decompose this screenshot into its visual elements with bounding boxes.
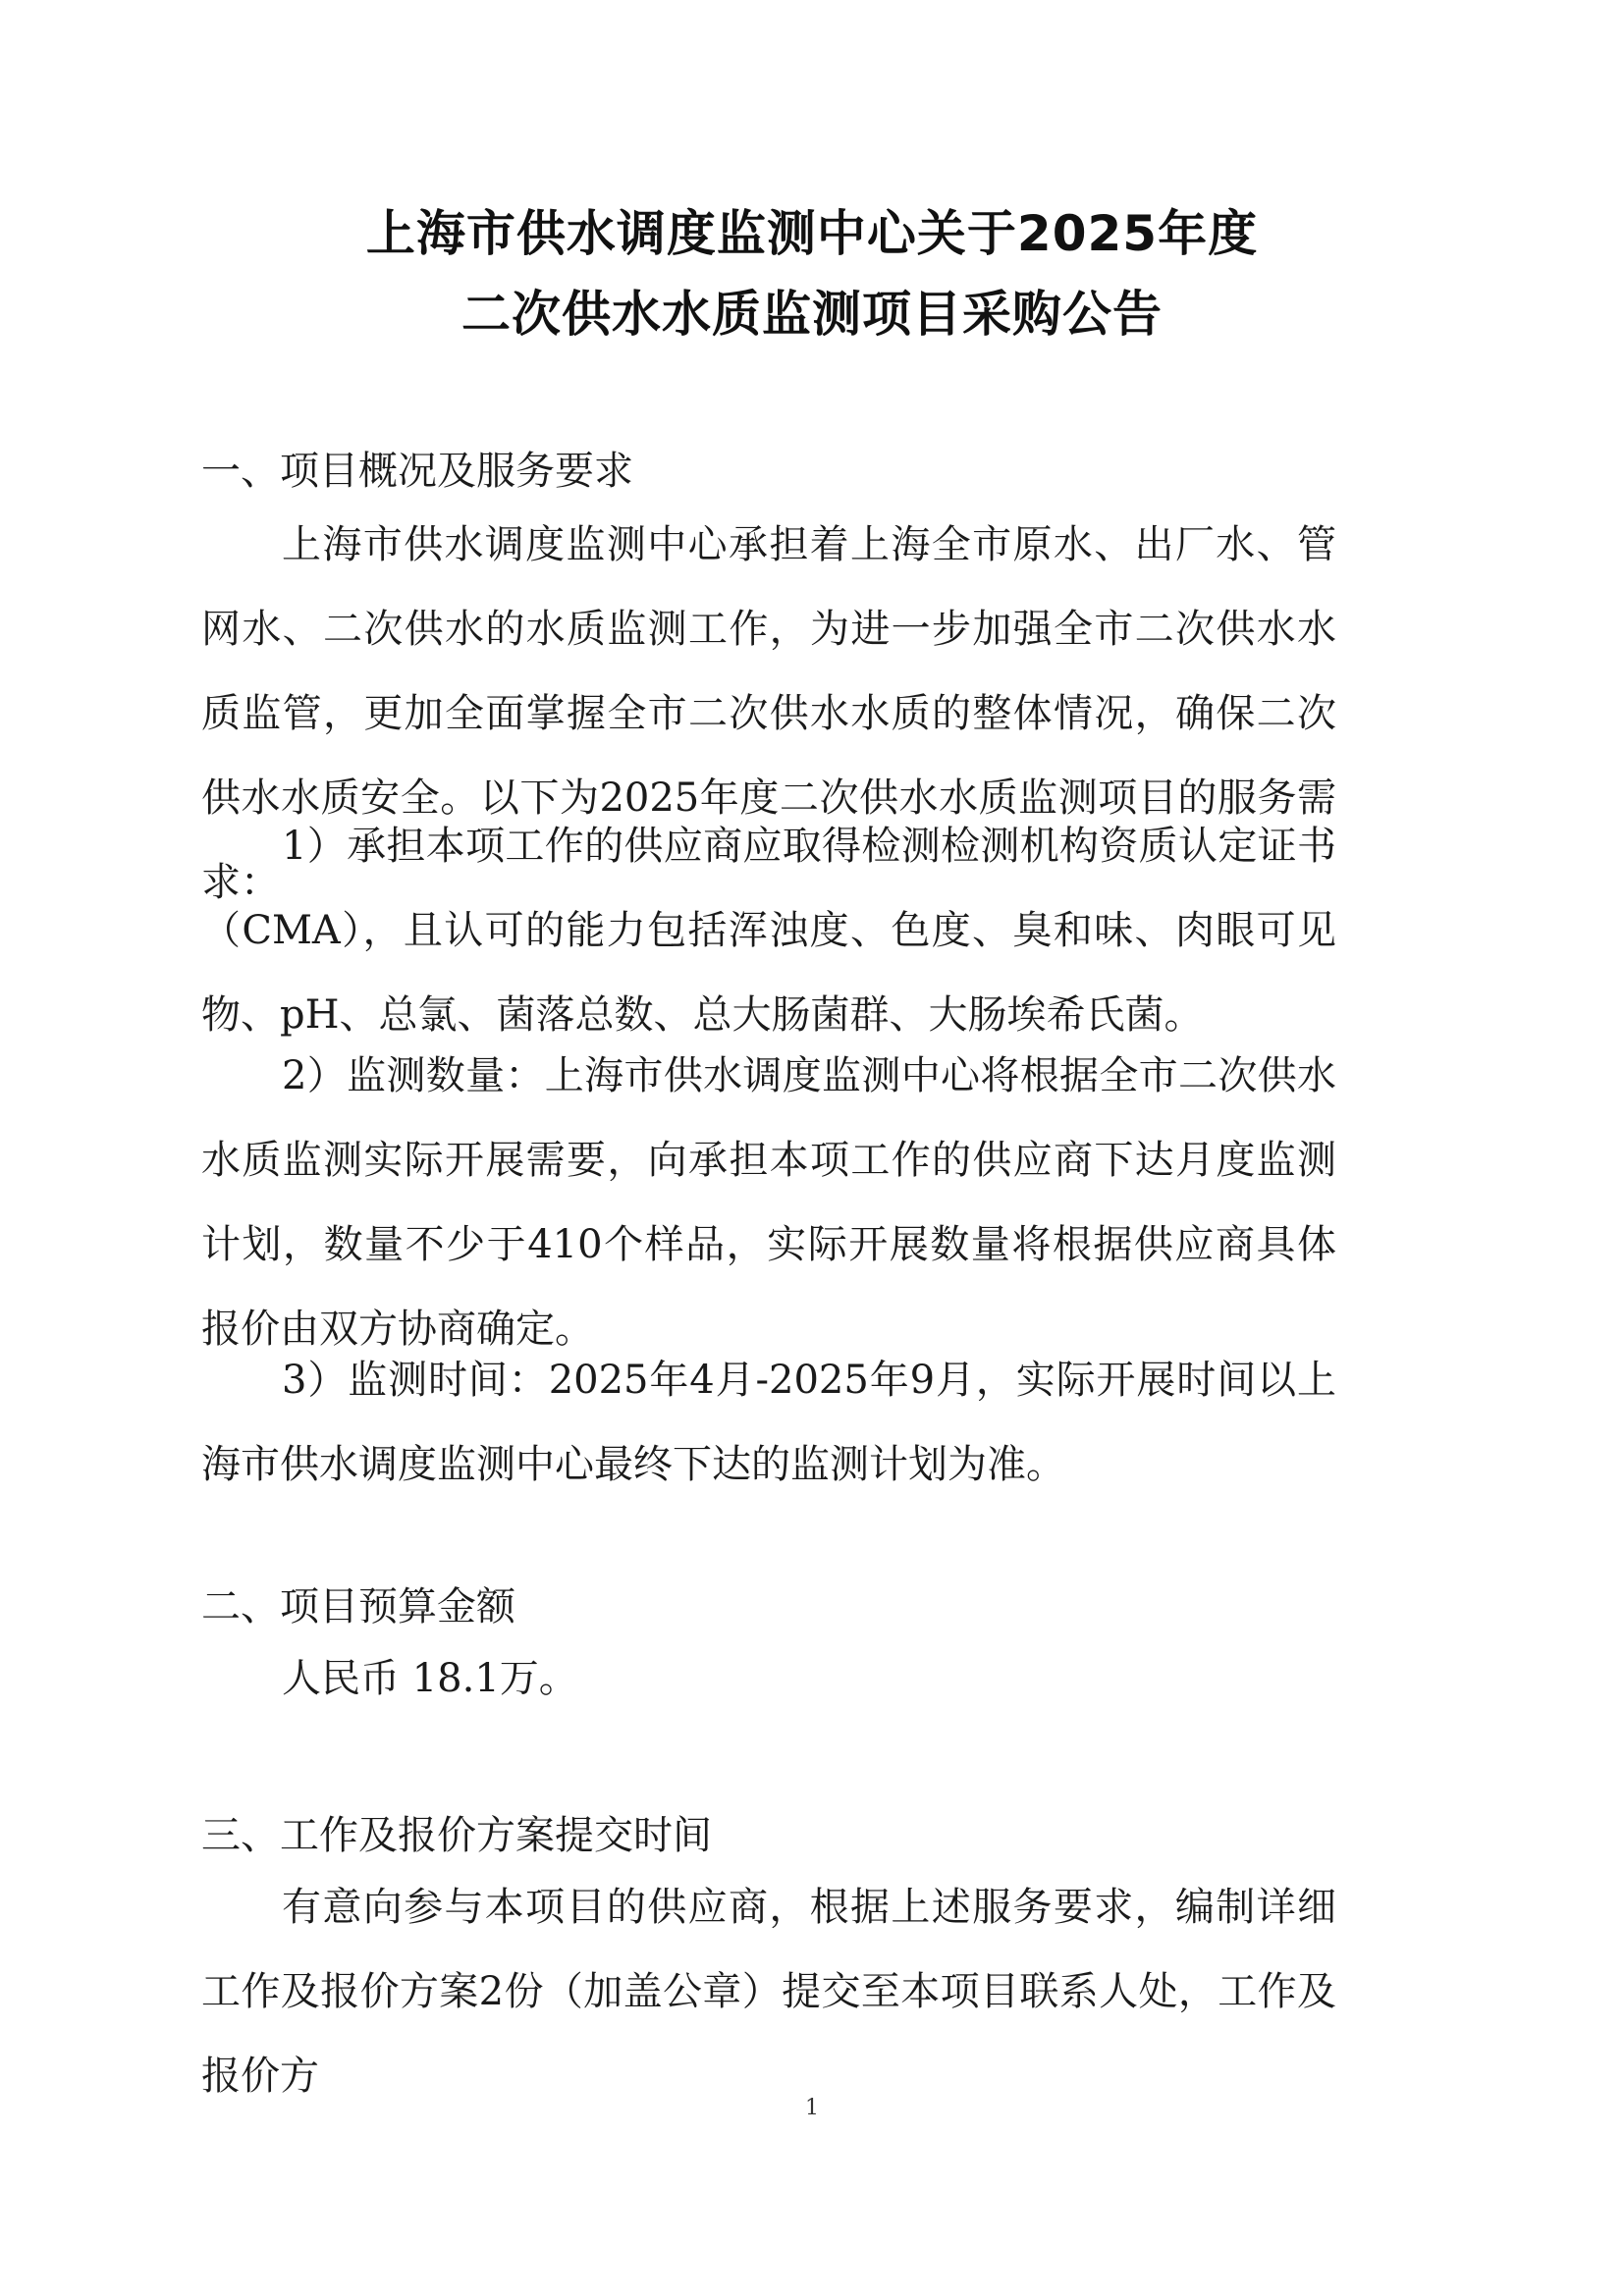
section-1-heading: 一、项目概况及服务要求 xyxy=(201,449,633,494)
document-title-line-2: 二次供水水质监测项目采购公告 xyxy=(461,286,1163,343)
page-number: 1 xyxy=(805,2096,819,2120)
document-title-line-1: 上海市供水调度监测中心关于2025年度 xyxy=(365,205,1259,262)
section-1-item-1: 1）承担本项工作的供应商应取得检测检测机构资质认定证书（CMA），且认可的能力包括浑浊度、色度、臭和味、肉眼可见物、pH、总氯、菌落总数、总大肠菌群、大肠埃希氏菌。 xyxy=(201,824,1336,1038)
section-2-body: 人民币 18.1万。 xyxy=(282,1656,578,1701)
section-1-item-3: 3）监测时间：2025年4月-2025年9月，实际开展时间以上海市供水调度监测中心最终下达的监测计划为准。 xyxy=(201,1358,1336,1487)
section-3-heading: 三、工作及报价方案提交时间 xyxy=(201,1813,712,1858)
section-2-heading: 二、项目预算金额 xyxy=(201,1584,515,1629)
section-3-body: 有意向参与本项目的供应商，根据上述服务要求，编制详细工作及报价方案2份（加盖公章）提交至本项目联系人处，工作及报价方 xyxy=(201,1885,1336,2099)
section-1-intro-paragraph: 上海市供水调度监测中心承担着上海全市原水、出厂水、管网水、二次供水的水质监测工作，为进一步加强全市二次供水水质监管，更加全面掌握全市二次供水水质的整体情况，确保二次供水水质安全。以下为2025年度二次供水水质监测项目的服务需求： xyxy=(201,522,1336,905)
section-1-item-2: 2）监测数量：上海市供水调度监测中心将根据全市二次供水水质监测实际开展需要，向承担本项工作的供应商下达月度监测计划，数量不少于410个样品，实际开展数量将根据供应商具体报价由双方协商确定。 xyxy=(201,1053,1336,1352)
